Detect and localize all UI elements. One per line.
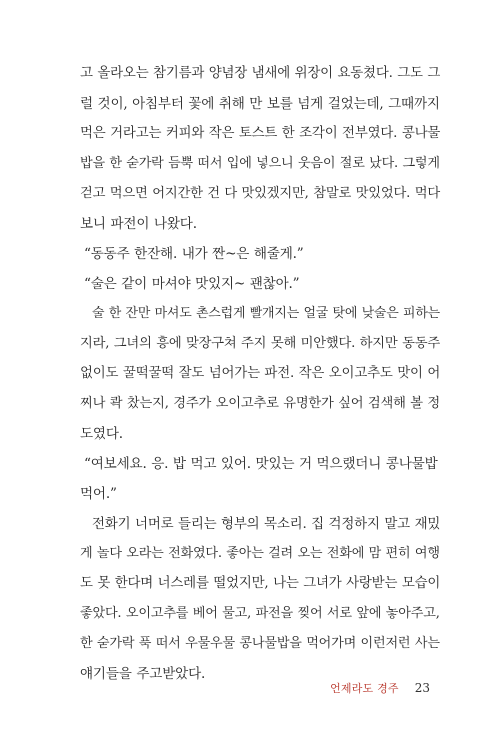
dialogue-line: “여보세요. 응. 밥 먹고 있어. 맛있는 거 먹으랬더니 콩나물밥 bbox=[84, 456, 438, 472]
body-line: 좋았다. 오이고추를 베어 물고, 파전을 찢어 서로 앞에 놓아주고, bbox=[80, 606, 440, 621]
paragraph-first-line: 술 한 잔만 마셔도 촌스럽게 빨개지는 얼굴 탓에 낮술은 피하는 bbox=[92, 306, 440, 321]
body-line: 고 올라오는 참기름과 양념장 냄새에 위장이 요동쳤다. 그도 그 bbox=[80, 66, 441, 81]
body-line: 게 놀다 오라는 전화였다. 좋아는 걸려 오는 전화에 맘 편히 여행 bbox=[80, 546, 440, 561]
body-line: 보니 파전이 나왔다. bbox=[80, 216, 197, 232]
body-line: 도였다. bbox=[80, 426, 123, 442]
page-footer bbox=[330, 678, 430, 698]
dialogue-line: “동동주 한잔해. 내가 짠~은 해줄게.” bbox=[84, 246, 304, 262]
body-line: 얘기들을 주고받았다. bbox=[80, 666, 206, 682]
body-line: 한 숟가락 푹 떠서 우물우물 콩나물밥을 먹어가며 이런저런 사는 bbox=[80, 636, 440, 651]
body-line: 찌나 콱 찼는지, 경주가 오이고추로 유명한가 싶어 검색해 볼 정 bbox=[80, 396, 441, 411]
running-title: 언제라도 경주 bbox=[330, 682, 399, 695]
paragraph-first-line: 전화기 너머로 들리는 형부의 목소리. 집 걱정하지 말고 재밌 bbox=[92, 516, 441, 532]
body-line: 밥을 한 숟가락 듬뿍 떠서 입에 넣으니 웃음이 절로 났다. 그렇게 bbox=[80, 156, 440, 171]
dialogue-line: “술은 같이 마셔야 맛있지~ 괜찮아.” bbox=[84, 276, 300, 292]
body-line: 먹은 거라고는 커피와 작은 토스트 한 조각이 전부였다. 콩나물 bbox=[80, 126, 441, 141]
body-line: 지라, 그녀의 흥에 맞장구쳐 주지 못해 미안했다. 하지만 동동주 bbox=[80, 336, 440, 351]
body-line: 먹어.” bbox=[80, 486, 117, 502]
body-line: 없이도 꿀떡꿀떡 잘도 넘어가는 파전. 작은 오이고추도 맛이 어 bbox=[80, 366, 441, 381]
body-line: 걷고 먹으면 어지간한 건 다 맛있겠지만, 참말로 맛있었다. 먹다 bbox=[80, 186, 440, 201]
body-line: 도 못 한다며 너스레를 떨었지만, 나는 그녀가 사랑받는 모습이 bbox=[80, 576, 441, 591]
page-number: 23 bbox=[414, 681, 430, 695]
body-line: 럴 것이, 아침부터 꽃에 취해 만 보를 넘게 걸었는데, 그때까지 bbox=[80, 96, 440, 112]
